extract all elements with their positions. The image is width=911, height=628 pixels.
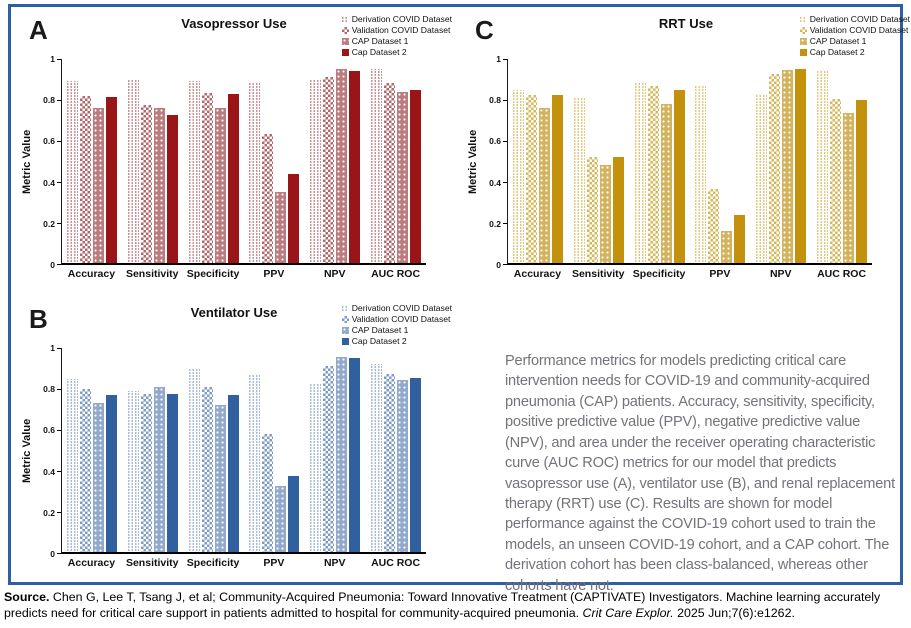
legend-swatch-icon — [342, 16, 349, 23]
bar — [734, 215, 745, 263]
bar-group — [635, 59, 685, 263]
bar — [600, 165, 611, 263]
bar — [336, 69, 347, 263]
source-journal-name: Crit Care Explor. — [582, 605, 674, 620]
x-axis-labels — [507, 268, 872, 280]
x-axis-labels — [61, 557, 426, 569]
x-category-label: Sensitivity — [125, 557, 179, 569]
bar-group — [249, 348, 299, 552]
legend-item — [800, 47, 910, 57]
bar — [189, 81, 200, 263]
legend-item — [800, 25, 910, 35]
x-category-label: NPV — [769, 268, 792, 280]
bar — [93, 108, 104, 263]
chart-title: Vasopressor Use — [181, 16, 287, 31]
bar-group — [67, 348, 117, 552]
bar — [154, 108, 165, 263]
figure-caption-cell — [457, 296, 911, 596]
bar — [526, 95, 537, 263]
legend-item — [800, 14, 910, 24]
x-category-label: Specificity — [632, 268, 686, 280]
legend-label: CAP Dataset 1 — [351, 325, 409, 335]
plot-wrap — [61, 348, 426, 569]
x-category-label: PPV — [263, 268, 285, 280]
panel-label: B — [29, 304, 49, 334]
bar — [106, 395, 117, 552]
bar — [141, 394, 152, 552]
bar — [708, 189, 719, 263]
legend-item — [342, 14, 452, 24]
bar — [167, 394, 178, 552]
bar — [552, 95, 563, 263]
source-citation — [4, 590, 909, 621]
bar — [371, 364, 382, 552]
bar — [817, 70, 828, 263]
bar — [384, 374, 395, 553]
bar — [67, 81, 78, 263]
bar — [262, 134, 273, 263]
x-category-label: Accuracy — [67, 268, 116, 280]
x-category-label: Specificity — [186, 557, 240, 569]
bar-group — [128, 59, 178, 263]
bar — [262, 434, 273, 552]
legend-label: Derivation COVID Dataset — [351, 303, 452, 313]
legend-item — [342, 336, 452, 346]
source-text: Chen G, Lee T, Tsang J, et al; Community-Acquired Pneumonia: Toward Innovative Treatment (CAPTIVATE) Investigators. Machine learning accurately predicts need for critical care support in patients admitted to hospital for community-acquired pneumonia. — [4, 590, 881, 620]
bar-group — [817, 59, 867, 263]
y-axis-ticks: 1 0.8 0.6 0.4 0.2 0 — [43, 54, 55, 270]
legend-label: Validation COVID Dataset — [351, 25, 451, 35]
bar — [275, 192, 286, 263]
bar — [349, 358, 360, 552]
bar — [67, 379, 78, 552]
legend-swatch-icon — [800, 38, 807, 45]
y-axis-ticks: 1 0.8 0.6 0.4 0.2 0 — [489, 54, 501, 270]
plot-wrap — [507, 59, 872, 280]
bar — [410, 378, 421, 552]
y-axis-title: Metric Value — [467, 129, 479, 195]
y-axis-title: Metric Value — [21, 418, 33, 484]
bar-group — [189, 348, 239, 552]
bar — [310, 383, 321, 552]
chart-title: Ventilator Use — [190, 305, 278, 320]
legend-swatch-icon — [342, 38, 349, 45]
bar — [323, 366, 334, 552]
legend-item — [342, 325, 452, 335]
y-axis-ticks: 1 0.8 0.6 0.4 0.2 0 — [43, 343, 55, 559]
legend-label: Derivation COVID Dataset — [809, 14, 910, 24]
bar-group — [513, 59, 563, 263]
chart-body — [465, 54, 872, 280]
legend-swatch-icon — [342, 27, 349, 34]
x-category-label: Accuracy — [67, 557, 116, 569]
chart-title: RRT Use — [658, 16, 714, 31]
bar — [288, 174, 299, 263]
bar — [410, 90, 421, 263]
x-axis-labels — [61, 268, 426, 280]
source-date: 2025 Jun;7(6):e1262. — [673, 605, 795, 620]
bar-group — [249, 59, 299, 263]
x-category-label: AUC ROC — [371, 268, 421, 280]
panel-label: A — [29, 15, 49, 45]
bar — [830, 99, 841, 263]
bar — [167, 115, 178, 263]
bar — [661, 104, 672, 263]
legend-label: Derivation COVID Dataset — [351, 14, 452, 24]
bar-group — [756, 59, 806, 263]
legend-label: CAP Dataset 1 — [809, 36, 867, 46]
source-label: Source. — [4, 590, 50, 604]
bar — [128, 391, 139, 552]
legend-swatch-icon — [342, 316, 349, 323]
bar — [613, 157, 624, 263]
bar — [795, 69, 806, 263]
bar — [513, 90, 524, 263]
bar — [323, 77, 334, 263]
plot-area — [61, 59, 426, 265]
bar — [336, 357, 347, 552]
legend-label: Cap Dataset 2 — [809, 47, 865, 57]
bar — [721, 231, 732, 263]
bar — [371, 69, 382, 263]
bar — [648, 86, 659, 263]
bar — [843, 113, 854, 263]
bar — [80, 96, 91, 263]
x-category-label: Sensitivity — [571, 268, 625, 280]
plot-area — [61, 348, 426, 554]
x-category-label: NPV — [323, 557, 346, 569]
panel-rrt-use — [457, 7, 911, 296]
figure-caption: Performance metrics for models predicting critical care intervention needs for COVID-19 and community-acquired pneumonia (CAP) patients. Accuracy, sensitivity, specificity, positive predictive value (PPV), negative predictive value (NPV), and area under the receiver operating characteristic curve (AUC ROC) metrics for our model that predicts vasopressor use (A), ventilator use (B), and renal replacement therapy (RRT) use (C). Results are shown for model performance against the COVID-19 cohort used to train the models, an unseen COVID-19 cohort, and a CAP cohort. The derivation cohort has been class-balanced, whereas other cohorts have not. — [505, 353, 895, 594]
legend-label: Cap Dataset 2 — [351, 336, 407, 346]
bar-group — [574, 59, 624, 263]
panel-label: C — [475, 15, 495, 45]
legend-label: CAP Dataset 1 — [351, 36, 409, 46]
x-category-label: Accuracy — [513, 268, 562, 280]
x-category-label: AUC ROC — [371, 557, 421, 569]
legend-swatch-icon — [800, 49, 807, 56]
chart-body — [19, 343, 426, 569]
bar — [202, 387, 213, 552]
bar — [349, 71, 360, 263]
bar-group — [128, 348, 178, 552]
bar-group — [189, 59, 239, 263]
legend — [800, 14, 910, 57]
legend-swatch-icon — [800, 16, 807, 23]
bar — [275, 486, 286, 552]
legend-item — [800, 36, 910, 46]
bar — [189, 368, 200, 552]
bar — [249, 375, 260, 552]
bar-group — [310, 59, 360, 263]
legend-label: Cap Dataset 2 — [351, 47, 407, 57]
figure-frame — [8, 4, 910, 594]
bar — [384, 83, 395, 263]
bar — [310, 80, 321, 263]
y-axis-title: Metric Value — [21, 129, 33, 195]
x-category-label: NPV — [323, 268, 346, 280]
bar — [228, 94, 239, 263]
bar — [215, 108, 226, 263]
bar — [397, 380, 408, 552]
bar — [215, 405, 226, 552]
x-category-label: AUC ROC — [817, 268, 867, 280]
bar — [587, 157, 598, 263]
bar — [154, 387, 165, 552]
legend-item — [342, 25, 452, 35]
bar — [128, 80, 139, 263]
legend-item — [342, 314, 452, 324]
bar — [80, 389, 91, 552]
x-category-label: PPV — [709, 268, 731, 280]
x-category-label: Specificity — [186, 268, 240, 280]
bar-group — [67, 59, 117, 263]
legend-swatch-icon — [342, 305, 349, 312]
legend — [342, 14, 452, 57]
legend-swatch-icon — [342, 338, 349, 345]
bar — [141, 105, 152, 263]
x-category-label: PPV — [263, 557, 285, 569]
plot-wrap — [61, 59, 426, 280]
plot-area — [507, 59, 872, 265]
bar — [695, 85, 706, 264]
bar — [288, 476, 299, 553]
panel-vasopressor-use — [11, 7, 457, 296]
legend-swatch-icon — [800, 27, 807, 34]
legend-label: Validation COVID Dataset — [351, 314, 451, 324]
bar — [539, 108, 550, 263]
legend-swatch-icon — [342, 327, 349, 334]
x-category-label: Sensitivity — [125, 268, 179, 280]
bar — [93, 403, 104, 552]
bar-group — [695, 59, 745, 263]
figure-grid — [11, 7, 910, 594]
bar-group — [371, 59, 421, 263]
bar — [249, 82, 260, 263]
bar-group — [310, 348, 360, 552]
bar — [574, 97, 585, 263]
legend-item — [342, 36, 452, 46]
bar — [674, 90, 685, 263]
bar — [856, 100, 867, 263]
legend-item — [342, 47, 452, 57]
legend-swatch-icon — [342, 49, 349, 56]
bar — [782, 70, 793, 263]
panel-ventilator-use — [11, 296, 457, 596]
bar-group — [371, 348, 421, 552]
bar — [769, 74, 780, 263]
bar — [228, 395, 239, 552]
bar — [202, 93, 213, 263]
legend-label: Validation COVID Dataset — [809, 25, 909, 35]
bar — [635, 82, 646, 263]
bar — [397, 92, 408, 263]
legend — [342, 303, 452, 346]
legend-item — [342, 303, 452, 313]
bar — [106, 97, 117, 263]
bar — [756, 94, 767, 263]
chart-body — [19, 54, 426, 280]
